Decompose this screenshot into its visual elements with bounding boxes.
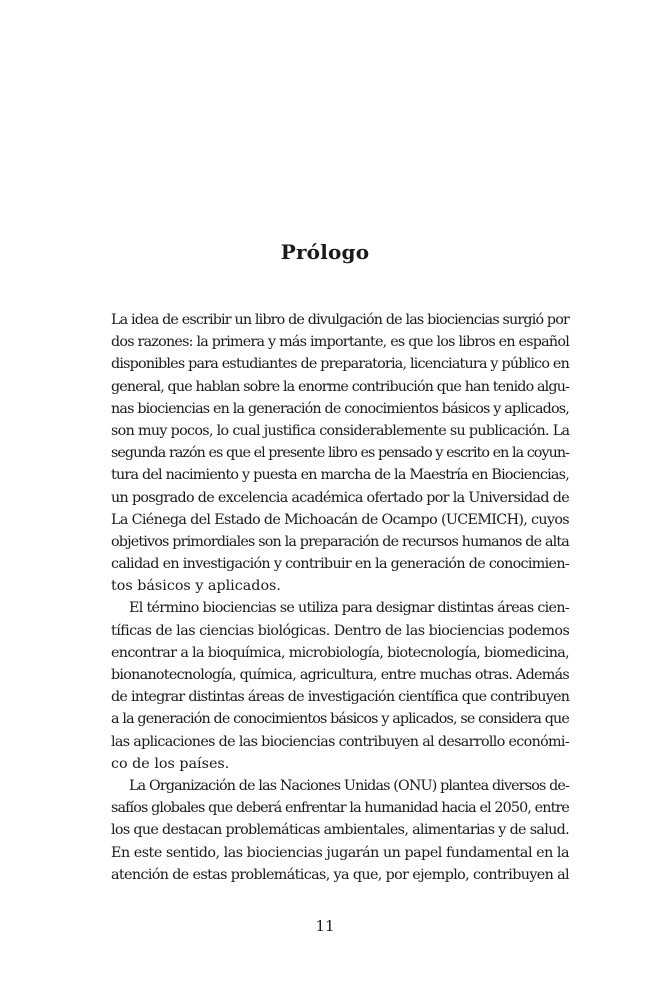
text-line: encontrar a la bioquímica, microbiología, biotecnología, biomedicina, [111,644,569,661]
text-line: los que destacan problemáticas ambientales, alimentarias y de salud. [111,822,569,839]
text-line: segunda razón es que el presente libro es pensado y escrito en la coyun- [111,445,569,462]
text-line: un posgrado de excelencia académica ofertado por la Universidad de [111,489,570,506]
text-line: co de los países. [111,755,230,772]
text-line: disponibles para estudiantes de preparatoria, licenciatura y público en [111,356,569,373]
text-line: tíficas de las ciencias biológicas. Dentro de las biociencias podemos [111,622,570,639]
text-line: objetivos primordiales son la preparación de recursos humanos de alta [111,533,569,550]
text-line: general, que hablan sobre la enorme contribución que han tenido algu- [111,378,570,395]
text-line: calidad en investigación y contribuir en la generación de conocimien- [111,556,569,573]
text-line: a la generación de conocimientos básicos y aplicados, se considera que [111,711,570,728]
text-line: tura del nacimiento y puesta en marcha de la Maestría en Biociencias, [111,467,569,484]
text-line: La Ciénega del Estado de Michoacán de Ocampo (UCEMICH), cuyos [111,511,569,528]
text-line: safíos globales que deberá enfrentar la humanidad hacia el 2050, entre [111,800,569,817]
page-number: 11 [315,917,335,935]
text-line: En este sentido, las biociencias jugarán un papel fundamental en la [111,844,569,861]
text-line: son muy pocos, lo cual justifica considerablemente su publicación. La [111,422,570,439]
text-line: La idea de escribir un libro de divulgación de las biociencias surgió por [111,312,569,328]
text-line: las aplicaciones de las biociencias contribuyen al desarrollo económi- [111,733,569,750]
text-line: nas biociencias en la generación de conocimientos básicos y aplicados, [111,400,569,417]
text-line: atención de estas problemáticas, ya que, por ejemplo, contribuyen al [111,866,570,883]
text-line: de integrar distintas áreas de investigación científica que contribuyen [111,689,570,706]
text-line: dos razones: la primera y más importante, es que los libros en español [111,334,569,351]
body-text [111,309,569,886]
text-line: La Organización de las Naciones Unidas (ONU) plantea diversos de- [129,777,569,794]
text-line: El término biociencias se utiliza para designar distintas áreas cien- [129,600,569,617]
text-line: tos básicos y aplicados. [111,578,281,595]
text-line: bionanotecnología, química, agricultura, entre muchas otras. Además [111,667,569,683]
page-title: Prólogo [280,240,370,264]
